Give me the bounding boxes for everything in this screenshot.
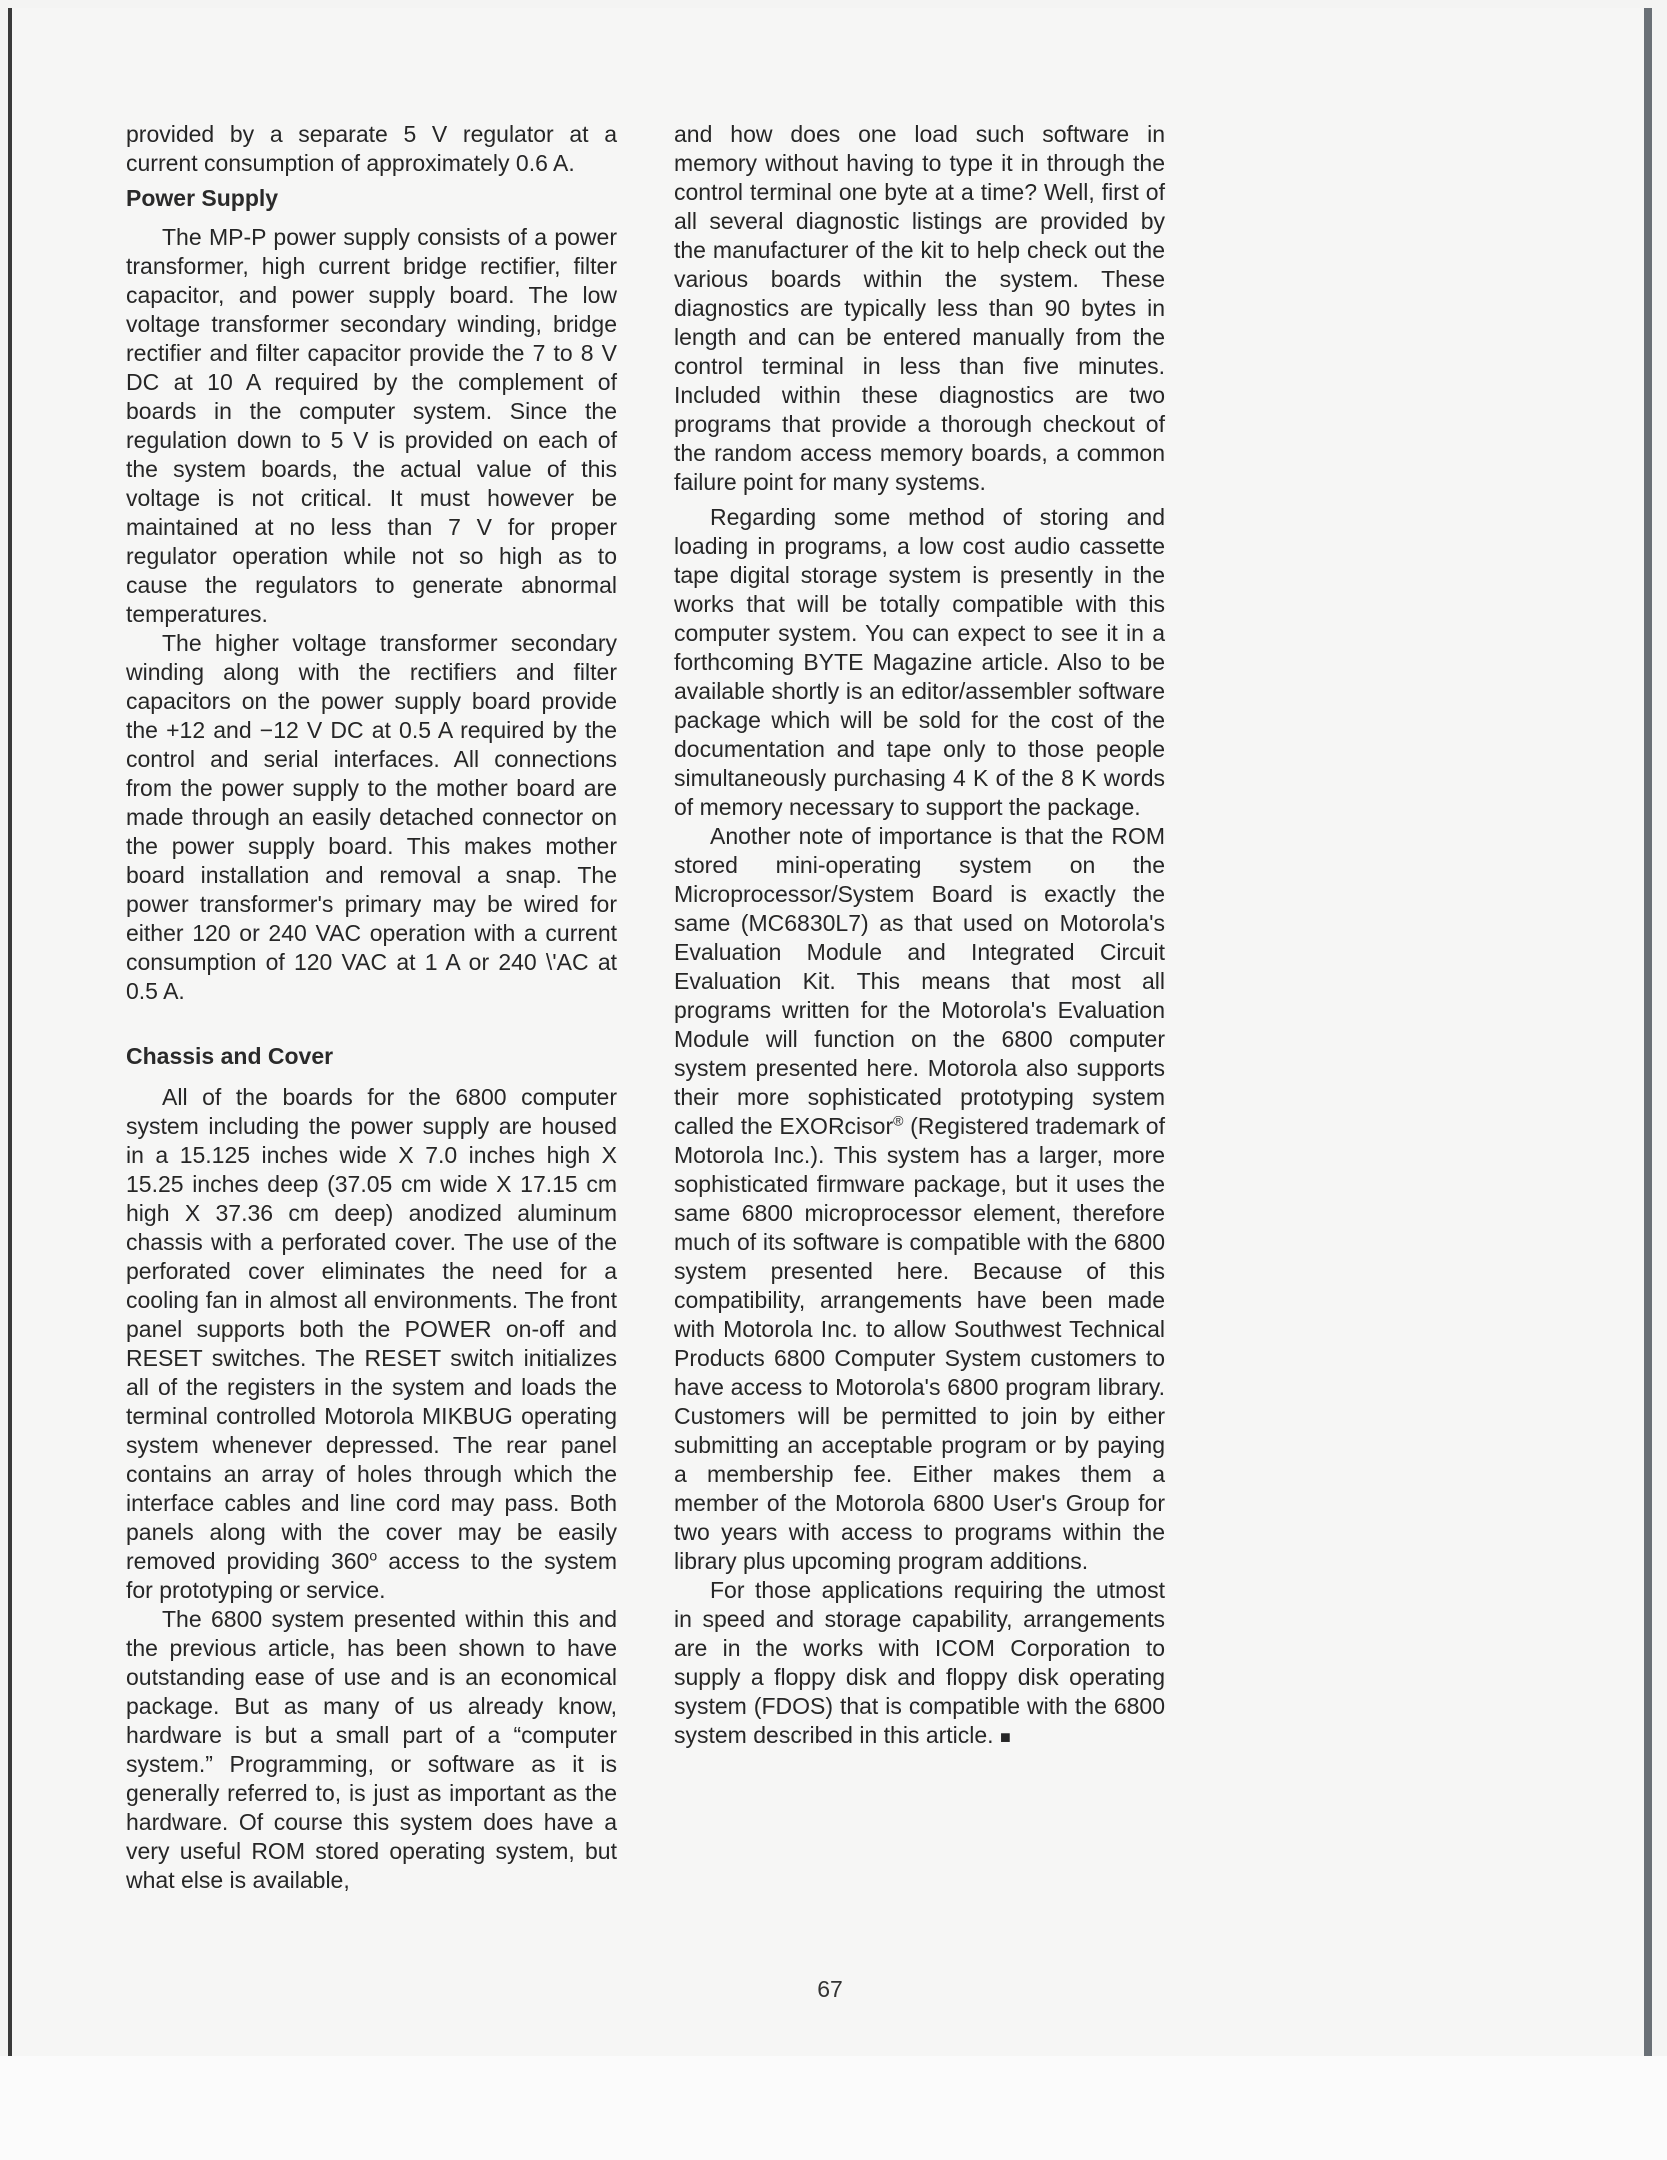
paragraph-power-supply-2: The higher voltage transformer secondary winding along with the rectifiers and filter capacitors on the power supply board provide the +12 and −12 V DC at 0.5 A required by the control and serial interfaces. All connections from the power supply to the mother board are made through an easily detached connector on the power supply board. This makes mother board installation and removal a snap. The power transformer's primary may be wired for either 120 or 240 VAC operation with a current consumption of 120 VAC at 1 A or 240 \'AC at 0.5 A. bbox=[126, 630, 617, 1004]
paragraph-rom-compat bbox=[674, 822, 1165, 1576]
chassis-text-b: access to the system for prototyping or service. bbox=[126, 1548, 617, 1603]
end-of-article-icon: ■ bbox=[999, 1727, 1011, 1747]
floppy-text: For those applications requiring the utmost in speed and storage capability, arrangements are in the works with ICOM Corporation to supply a floppy disk and floppy disk operating system (FDOS) that is compatible with the 6800 system described in this article. bbox=[674, 1577, 1165, 1748]
scan-bottom-margin bbox=[0, 2056, 1667, 2160]
rom-text-b: (Registered trademark of Motorola Inc.). This system has a larger, more sophisticated firmware package, but it uses the same 6800 microprocessor element, therefore much of its software is compatible with the 6800 system presented here. Because of this compatibility, arrangements have been made with Motorola Inc. to allow Southwest Technical Products 6800 Computer System customers to have access to Motorola's 6800 program library. Customers will be permitted to join by either submitting an acceptable program or by paying a membership fee. Either makes them a member of the Motorola 6800 User's Group for two years with access to programs within the library plus upcoming program additions. bbox=[674, 1113, 1165, 1574]
paragraph-power-supply-1: The MP-P power supply consists of a power transformer, high current bridge rectifier, filter capacitor, and power supply board. The low voltage transformer secondary winding, bridge rectifier and filter capacitor provide the 7 to 8 V DC at 10 A required by the complement of boards in the computer system. Since the regulation down to 5 V is provided on each of the system boards, the actual value of this voltage is not critical. It must however be maintained at no less than 7 V for proper regulator operation while not so high as to cause the regulators to generate abnormal temperatures. bbox=[126, 224, 617, 627]
heading-power-supply: Power Supply bbox=[126, 185, 279, 211]
page-number: 67 bbox=[817, 1976, 843, 2002]
heading-chassis-cover: Chassis and Cover bbox=[126, 1043, 334, 1069]
rom-text-a: Another note of importance is that the ROM stored mini-operating system on the Microprocessor/System Board is exactly the same (MC6830L7) as that used on Motorola's Evaluation Module and Integrated Circuit Evaluation Kit. This means that most all programs written for the Motorola's Evaluation Module will function on the 6800 computer system presented here. Motorola also supports their more sophisticated prototyping system called the EXORcisor bbox=[674, 823, 1165, 1139]
right-column bbox=[674, 120, 1165, 1752]
paragraph-diagnostics: and how does one load such software in memory without having to type it in through the control terminal one byte at a time? Well, first of all several diagnostic listings are provided by the manufacturer of the kit to help check out the various boards within the system. These diagnostics are typically less than 90 bytes in length and can be entered manually from the control terminal in less than five minutes. Included within these diagnostics are two programs that provide a thorough checkout of the random access memory boards, a common failure point for many systems. bbox=[674, 121, 1165, 495]
scan-right-edge bbox=[1644, 8, 1652, 2056]
paragraph-chassis-1 bbox=[126, 1083, 617, 1605]
paragraph-floppy bbox=[674, 1576, 1165, 1752]
scan-left-edge bbox=[8, 8, 12, 2056]
paragraph-continuation: provided by a separate 5 V regulator at a current consumption of approximately 0.6 A. bbox=[126, 121, 617, 176]
paragraph-chassis-2: The 6800 system presented within this and the previous article, has been shown to have outstanding ease of use and is an economical package. But as many of us already know, hardware is but a small part of a “computer system.” Programming, or software as it is generally referred to, is just as important as the hardware. Of course this system does have a very useful ROM stored operating system, but what else is available, bbox=[126, 1606, 617, 1893]
degree-superscript: o bbox=[369, 1547, 378, 1564]
left-column bbox=[126, 120, 617, 1895]
registered-mark: ® bbox=[893, 1112, 904, 1129]
chassis-text-a: All of the boards for the 6800 computer system including the power supply are housed in a 15.125 inches wide X 7.0 inches high X 15.25 inches deep (37.05 cm wide X 17.15 cm high X 37.36 cm deep) anodized aluminum chassis with a perforated cover. The use of the perforated cover eliminates the need for a cooling fan in almost all environments. The front panel supports both the POWER on-off and RESET switches. The RESET switch initializes all of the registers in the system and loads the terminal controlled Motorola MIKBUG operating system whenever depressed. The rear panel contains an array of holes through which the interface cables and line cord may pass. Both panels along with the cover may be easily removed providing 360 bbox=[126, 1084, 617, 1574]
paragraph-storage: Regarding some method of storing and loading in programs, a low cost audio cassette tape digital storage system is presently in the works that will be totally compatible with this computer system. You can expect to see it in a forthcoming BYTE Magazine article. Also to be available shortly is an editor/assembler software package which will be sold for the cost of the documentation and tape only to those people simultaneously purchasing 4 K of the 8 K words of memory necessary to support the package. bbox=[674, 504, 1165, 820]
